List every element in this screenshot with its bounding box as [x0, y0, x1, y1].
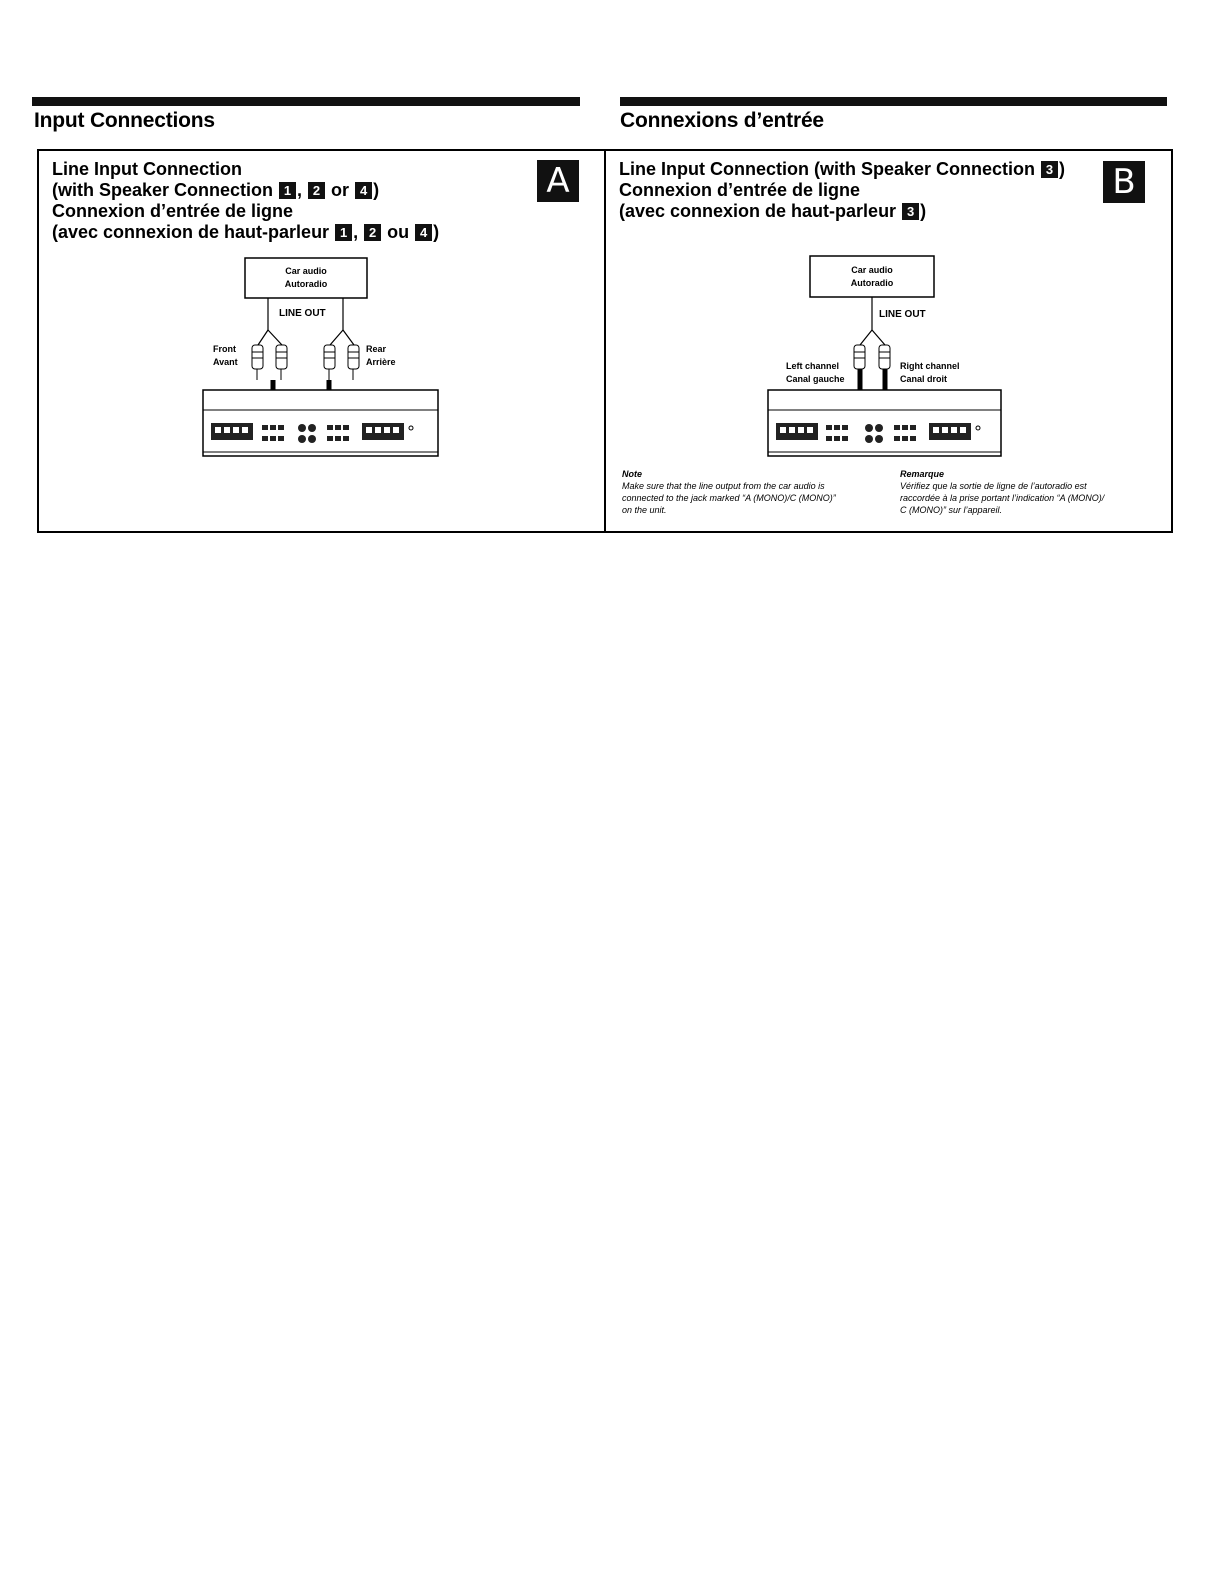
- line-out-label: LINE OUT: [279, 308, 326, 319]
- note-line: on the unit.: [622, 505, 667, 515]
- car-audio-label-b: Car audio: [851, 265, 893, 275]
- heading-text: ): [433, 222, 440, 242]
- right-section-title: Connexions d’entrée: [620, 109, 824, 132]
- badge-a: A: [537, 160, 579, 202]
- heading-text: Connexion d’entrée de ligne: [619, 180, 861, 200]
- note-line: Make sure that the line output from the car audio is: [622, 481, 825, 491]
- left-channel-label: Left channel: [786, 361, 840, 371]
- note-french: [900, 468, 1104, 516]
- badge-b: B: [1103, 161, 1145, 203]
- heading-text: ): [373, 180, 380, 200]
- heading-text: ou: [382, 222, 415, 242]
- note-title: Note: [622, 469, 642, 479]
- remarque-line: raccordée à la prise portant l’indication “A (MONO)/: [900, 493, 1105, 503]
- step-number-badge: 3: [1041, 161, 1058, 178]
- step-number-badge: 4: [355, 182, 372, 199]
- heading-text: ,: [353, 222, 364, 242]
- autoradio-label: Autoradio: [284, 279, 328, 289]
- step-number-badge: 2: [308, 182, 325, 199]
- remarque-line: C (MONO)” sur l’appareil.: [900, 505, 1003, 515]
- heading-text: ): [920, 201, 927, 221]
- remarque-title: Remarque: [900, 469, 945, 479]
- heading-text: ): [1059, 159, 1066, 179]
- step-number-badge: 3: [902, 203, 919, 220]
- rear-label: Rear: [366, 344, 387, 354]
- heading-text: (avec connexion de haut-parleur: [52, 222, 335, 242]
- step-number-badge: 1: [279, 182, 296, 199]
- canal-droit-label: Canal droit: [900, 374, 948, 384]
- heading-text: Connexion d’entrée de ligne: [52, 201, 294, 221]
- heading-text: Line Input Connection (with Speaker Connection: [619, 159, 1041, 179]
- step-number-badge: 1: [335, 224, 352, 241]
- car-audio-box-b: [810, 256, 934, 297]
- front-label: Front: [213, 344, 236, 354]
- car-audio-label: Car audio: [285, 266, 327, 276]
- heading-text: ,: [297, 180, 308, 200]
- line-out-label-b: LINE OUT: [879, 309, 926, 320]
- note-english: [622, 468, 836, 516]
- heading-text: or: [326, 180, 355, 200]
- remarque-line: Vérifiez que la sortie de ligne de l’autoradio est: [900, 481, 1087, 491]
- note-line: connected to the jack marked “A (MONO)/C (MONO)”: [622, 493, 836, 503]
- arriere-label: Arrière: [366, 357, 396, 367]
- heading-text: (avec connexion de haut-parleur: [619, 201, 902, 221]
- step-number-badge: 2: [364, 224, 381, 241]
- autoradio-label-b: Autoradio: [850, 278, 894, 288]
- avant-label: Avant: [213, 357, 238, 367]
- heading-text: Line Input Connection: [52, 159, 242, 179]
- left-section-title: Input Connections: [34, 109, 215, 132]
- step-number-badge: 4: [415, 224, 432, 241]
- heading-text: (with Speaker Connection: [52, 180, 279, 200]
- canal-gauche-label: Canal gauche: [786, 374, 845, 384]
- right-channel-label: Right channel: [900, 361, 960, 371]
